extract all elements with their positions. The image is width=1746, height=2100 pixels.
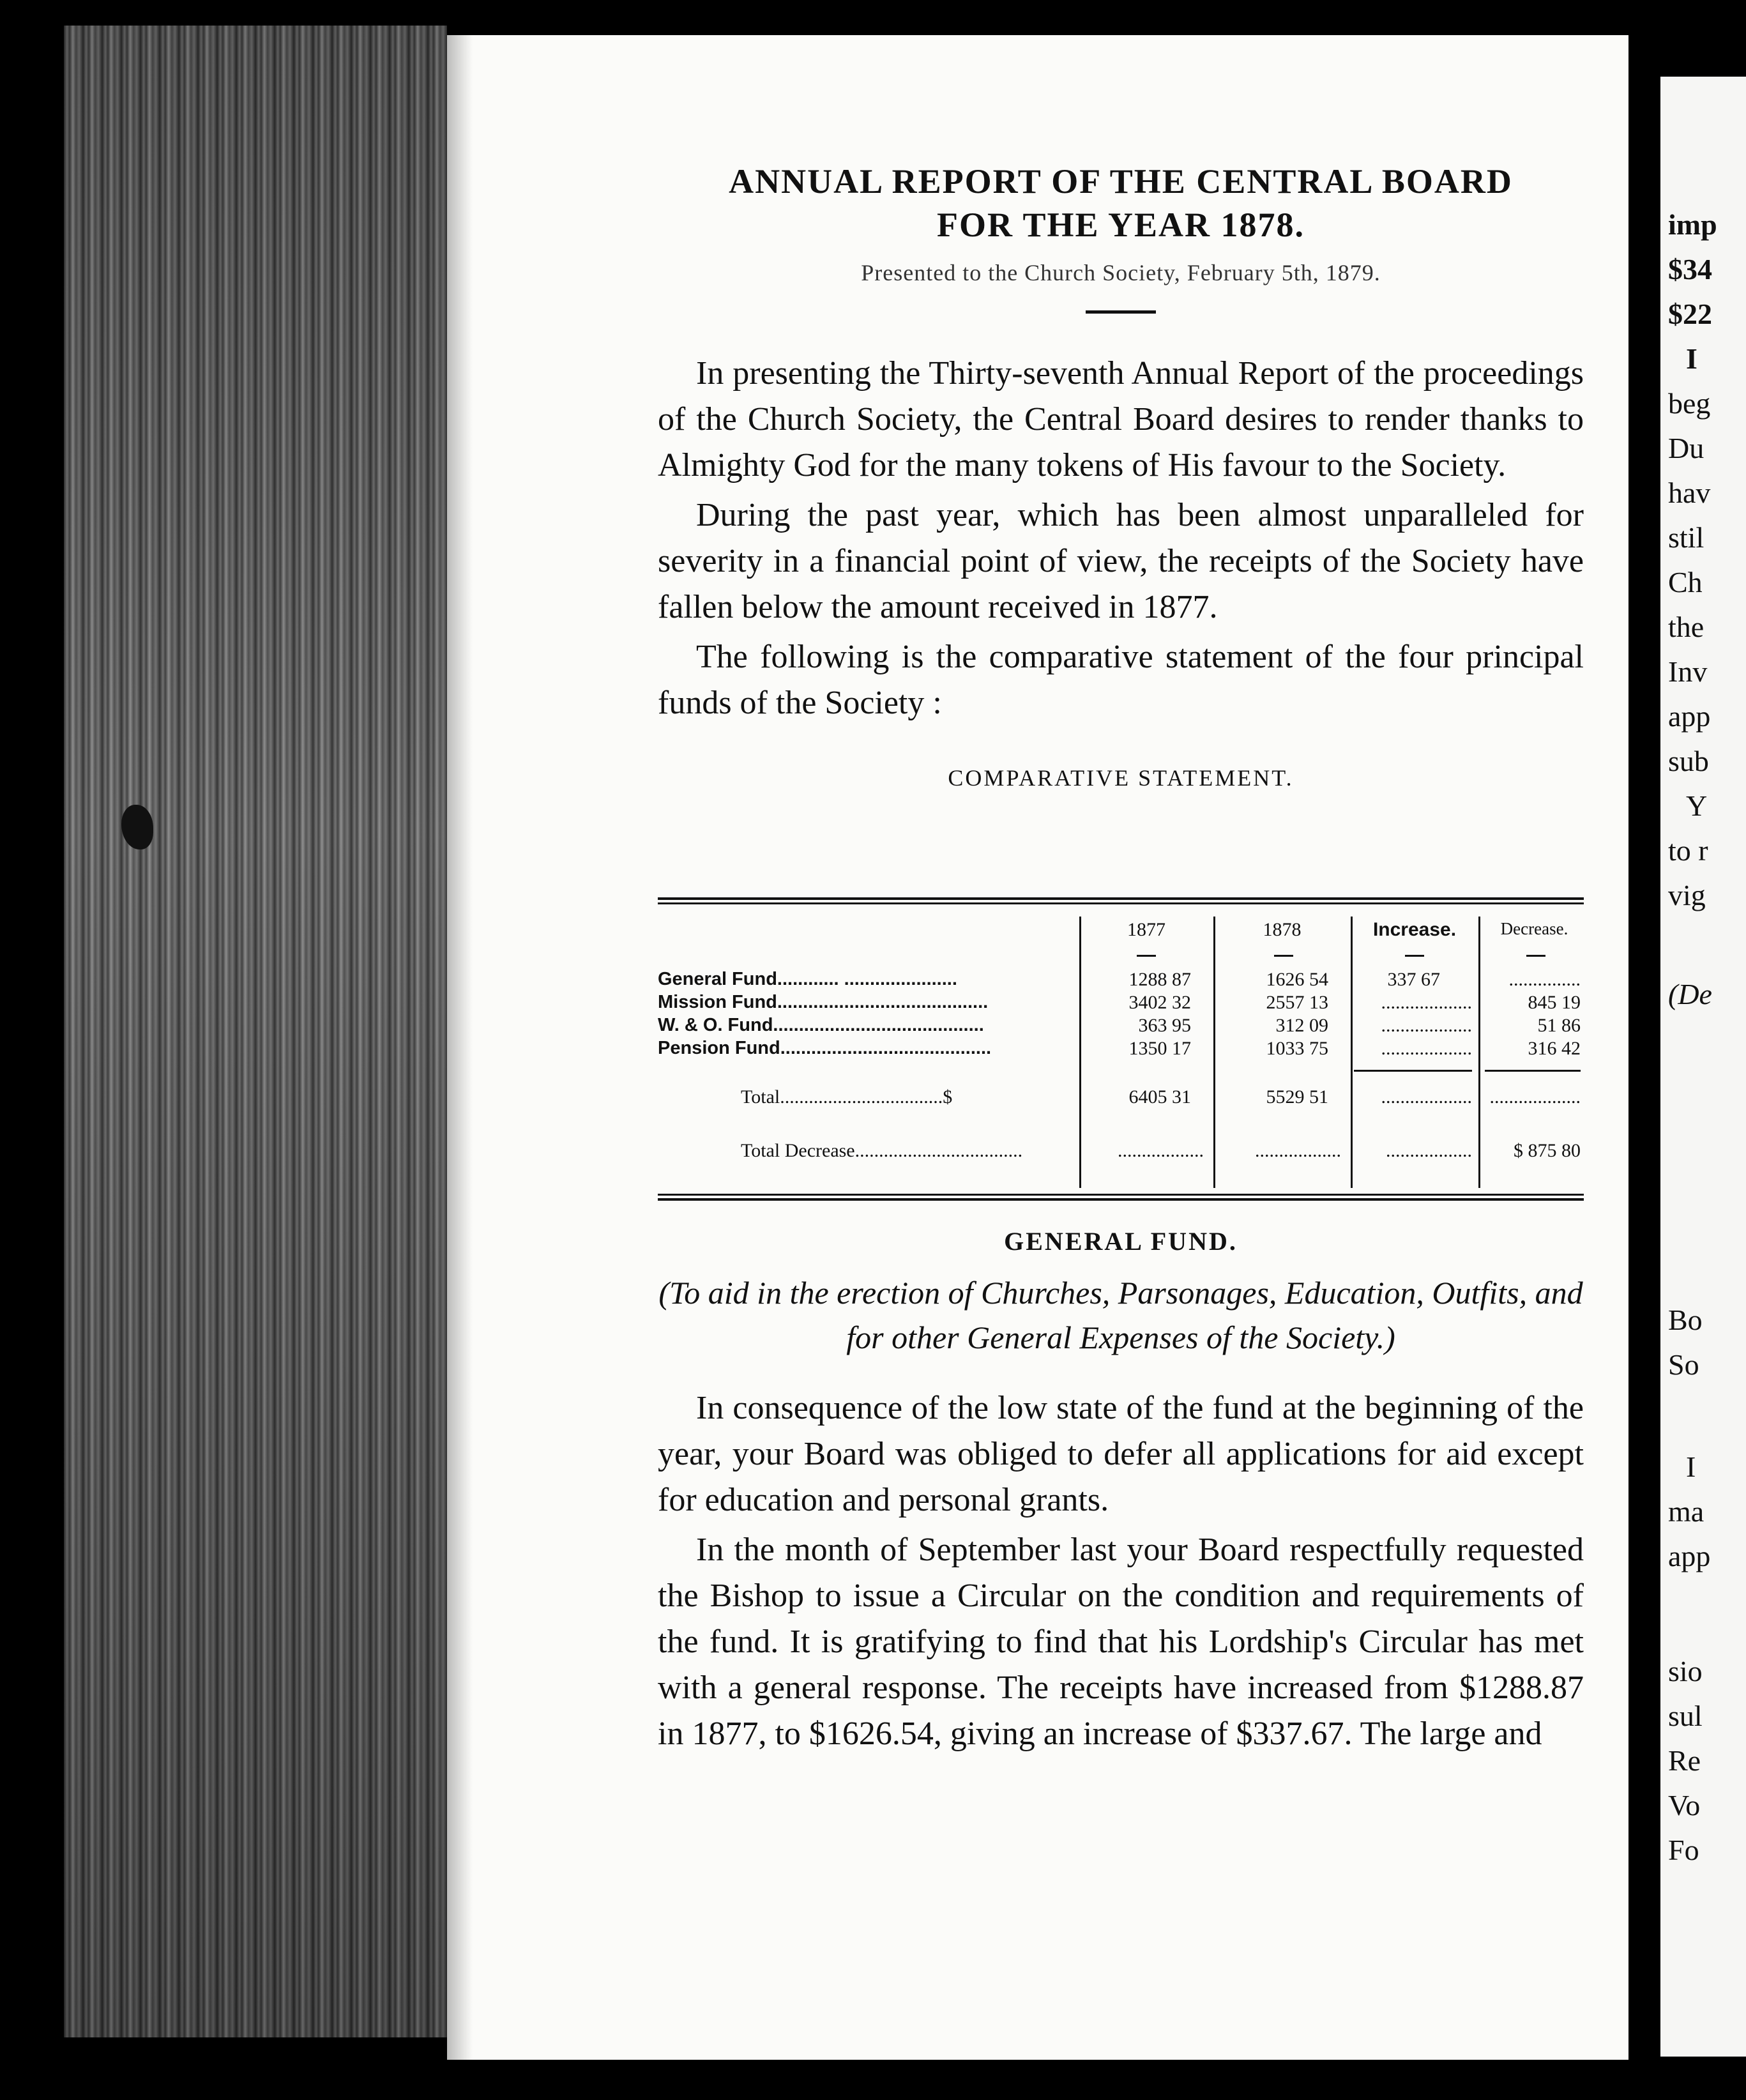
cell-1877: 363 95 <box>1138 1015 1191 1036</box>
cell-1877: 3402 32 <box>1128 992 1191 1013</box>
section-title-general-fund: GENERAL FUND. <box>1004 1227 1238 1256</box>
header-dash <box>1137 955 1156 957</box>
row-label-general: General Fund............ ...................... <box>658 969 957 989</box>
report-body-bottom <box>658 1226 1584 1757</box>
row-label-mission: Mission Fund......................................... <box>658 992 989 1012</box>
fragment: imp <box>1668 208 1717 241</box>
section-note: (To aid in the erection of Churches, Parsonages, Education, Outfits, and for other General Expenses of the Society.) <box>658 1275 1583 1355</box>
fragment: (De <box>1668 978 1712 1010</box>
column-divider <box>1079 917 1081 1188</box>
fragment: hav <box>1668 476 1711 509</box>
cell-1878: 2557 13 <box>1266 992 1328 1013</box>
paragraph-2: During the past year, which has been almost unparalleled for severity in a financial point of view, the receipts of the Society have fallen below the amount received in 1877. <box>658 497 1584 625</box>
column-divider <box>1213 917 1215 1188</box>
total-decrease-value: $ 875 80 <box>1514 1140 1581 1161</box>
fragment: sub <box>1668 745 1709 777</box>
fragment: $34 <box>1668 253 1712 285</box>
paragraph-1: In presenting the Thirty-seventh Annual Report of the proceedings of the Church Society, the Central Board desires to render thanks to Almighty God for the many tokens of His favour to the Society. <box>658 355 1584 483</box>
cell-decrease: 316 42 <box>1528 1038 1581 1059</box>
header-1877: 1877 <box>1127 919 1165 940</box>
cell-1877: 1288 87 <box>1128 969 1191 990</box>
total-decrease-label: Total Decrease................................... <box>741 1140 1023 1161</box>
page-edge-shading <box>64 26 447 2037</box>
total-decrease-blank-1878: .................. <box>1255 1140 1341 1161</box>
total-label: Total..................................$ <box>741 1086 953 1107</box>
report-body-top <box>658 160 1584 791</box>
row-label-widows-orphans: W. & O. Fund......................................... <box>658 1015 984 1035</box>
header-dash <box>1405 955 1424 957</box>
subtotal-rule <box>1354 1070 1472 1072</box>
report-title-line-1: ANNUAL REPORT OF THE CENTRAL BOARD <box>729 162 1513 201</box>
cell-increase: ................... <box>1381 1038 1472 1059</box>
paragraph-3: The following is the comparative statement of the four principal funds of the Society : <box>658 639 1584 721</box>
header-dash <box>1526 955 1545 957</box>
fragment: Fo <box>1668 1834 1699 1866</box>
total-decrease: ................... <box>1489 1086 1581 1107</box>
gutter-shadow <box>447 35 473 2060</box>
header-increase: Increase. <box>1372 919 1457 940</box>
cell-increase: ................... <box>1381 1015 1472 1036</box>
report-subtitle: Presented to the Church Society, February 5th, 1879. <box>861 260 1381 285</box>
fragment: app <box>1668 1540 1711 1572</box>
header-dash <box>1274 955 1293 957</box>
table-top-rule <box>658 897 1584 904</box>
fragment: the <box>1668 611 1704 643</box>
fragment: sul <box>1668 1700 1703 1732</box>
fragment: vig <box>1668 879 1706 911</box>
cell-1878: 312 09 <box>1275 1015 1328 1036</box>
report-title-line-2: FOR THE YEAR 1878. <box>936 206 1305 244</box>
total-decrease-blank-increase: .................. <box>1386 1140 1472 1161</box>
cell-decrease: 51 86 <box>1537 1015 1581 1036</box>
fragment: Bo <box>1668 1304 1703 1336</box>
fragment: Re <box>1668 1744 1701 1777</box>
cell-increase: ................... <box>1381 992 1472 1013</box>
fragment: to r <box>1668 834 1708 867</box>
comparative-statement-table <box>658 897 1584 1201</box>
cell-decrease: ............... <box>1508 969 1581 990</box>
total-1877: 6405 31 <box>1128 1086 1191 1107</box>
total-1878: 5529 51 <box>1266 1086 1328 1107</box>
table-title: COMPARATIVE STATEMENT. <box>948 765 1294 791</box>
paragraph-4: In consequence of the low state of the fund at the beginning of the year, your Board was obliged to defer all applications for aid except for education and personal grants. <box>658 1390 1584 1518</box>
cell-1878: 1626 54 <box>1266 969 1328 990</box>
table-bottom-rule <box>658 1194 1584 1201</box>
fragment: Ch <box>1668 566 1703 598</box>
subtotal-rule <box>1485 1070 1581 1072</box>
fragment: Vo <box>1668 1789 1701 1822</box>
cell-increase: 337 67 <box>1387 969 1440 990</box>
fragment: I <box>1686 342 1697 375</box>
fragment: app <box>1668 700 1711 733</box>
fragment: I <box>1686 1450 1696 1483</box>
fragment: Y <box>1686 789 1708 822</box>
cell-decrease: 845 19 <box>1528 992 1581 1013</box>
fragment: stil <box>1668 521 1704 554</box>
header-1878: 1878 <box>1263 919 1302 940</box>
fragment: $22 <box>1668 298 1712 330</box>
fragment: ma <box>1668 1495 1704 1528</box>
next-page-fragment <box>1660 77 1746 2057</box>
paragraph-5: In the month of September last your Board respectfully requested the Bishop to issue a Circular on the condition and requirements of the fund. It is gratifying to find that his Lordship's Circular has met with a general response. The receipts have increased from $1288.87 in 1877, to $1626.54, giving an increase of $337.67. The large and <box>658 1532 1584 1752</box>
fragment: beg <box>1668 387 1711 420</box>
column-divider <box>1351 917 1353 1188</box>
row-label-pension: Pension Fund......................................... <box>658 1038 992 1058</box>
header-decrease: Decrease. <box>1500 919 1568 938</box>
column-divider <box>1478 917 1480 1188</box>
fragment: So <box>1668 1348 1699 1381</box>
total-increase: ................... <box>1381 1086 1472 1107</box>
total-decrease-blank-1877: .................. <box>1118 1140 1204 1161</box>
fragment: Du <box>1668 432 1704 464</box>
fragment: sio <box>1668 1655 1703 1687</box>
cell-1877: 1350 17 <box>1128 1038 1191 1059</box>
cell-1878: 1033 75 <box>1266 1038 1328 1059</box>
fragment: Inv <box>1668 655 1708 688</box>
